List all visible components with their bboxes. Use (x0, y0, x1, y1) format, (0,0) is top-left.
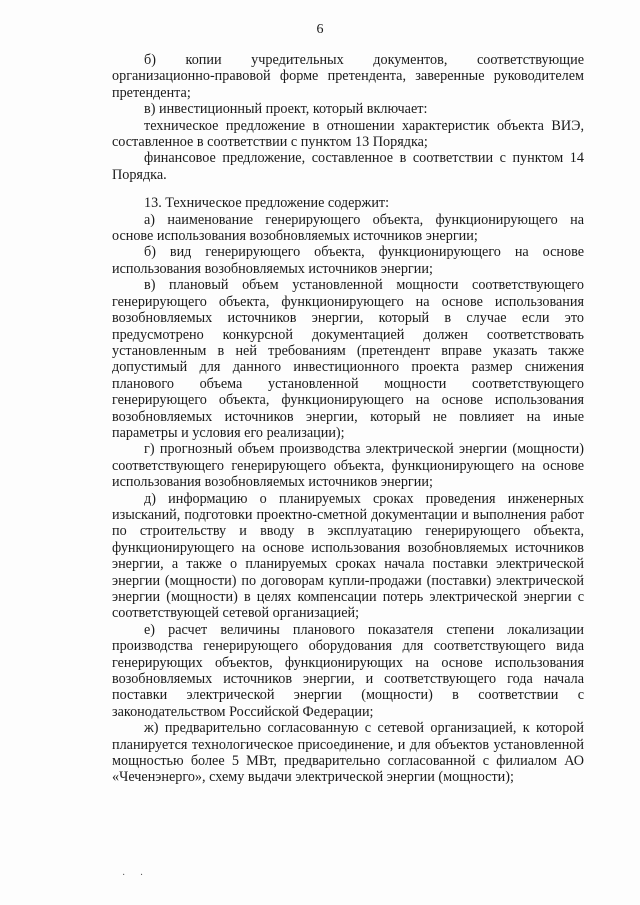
item-b-object-type: б) вид генерирующего объекта, функционирующего на основе использования возобновляемых источников энергии; (112, 244, 584, 277)
page-number: 6 (316, 22, 324, 37)
item-a-object-name: а) наименование генерирующего объекта, функционирующего на основе использования возобновляемых источников энергии; (112, 211, 584, 245)
paragraph-b-founding-docs: б) копии учредительных документов, соответствующие организационно-правовой форме претендента, заверенные руководителем претендента; (112, 52, 584, 101)
scan-specks: · · (122, 870, 150, 881)
item-g-forecast-production: г) прогнозный объем производства электрической энергии (мощности) соответствующего генерирующего объекта, функционирующего на основе использования возобновляемых источников энергии; (112, 441, 584, 491)
item-e-localization: е) расчет величины планового показателя степени локализации производства генерирующего оборудования для соответствующего вида генерирующих объектов, функционирующих на основе использования возобновляемых источников энергии, и соответствующего года начала поставки электрической энергии (мощности) в соответствии с законодательством Российской Федерации; (112, 621, 584, 720)
paragraph-financial-offer: финансовое предложение, составленное в соответствии с пунктом 14 Порядка. (112, 150, 584, 183)
item-zh-grid-scheme: ж) предварительно согласованную с сетевой организацией, к которой планируется технологическое присоединение, и для объектов установленной мощностью более 5 МВт, предварительно согласованной с филиалом АО «Чеченэнерго», схему выдачи электрической энергии (мощности); (112, 720, 584, 786)
item-d-schedule-info: д) информацию о планируемых сроках проведения инженерных изысканий, подготовки проектно-сметной документации и выполнения работ по строительству и вводу в эксплуатацию генерирующего объекта, функционирующего на основе использования возобновляемых источников энергии, а также о планируемых сроках начала поставки электрической энергии (мощности) по договорам купли-продажи (поставки) электрической энергии (мощности) в целях компенсации потерь электрической энергии с соответствующей сетевой организацией; (112, 490, 584, 622)
paragraph-v-investment-project: в) инвестиционный проект, который включает: (144, 101, 428, 118)
paragraph-technical-offer: техническое предложение в отношении характеристик объекта ВИЭ, составленное в соответствии с пунктом 13 Порядка; (112, 117, 584, 151)
item-v-planned-capacity: в) плановый объем установленной мощности соответствующего генерирующего объекта, функционирующего на основе использования возобновляемых источников энергии, который в случае если это предусмотрено конкурсной документацией должен соответствовать установленным в ней требованиям (претендент вправе указать также допустимый для данного инвестиционного проекта размер снижения планового объема установленной мощности соответствующего генерирующего объекта, функционирующего на основе использования возобновляемых источников энергии, который не повлияет на иные параметры и условия его реализации); (112, 277, 584, 441)
document-body (112, 52, 584, 786)
section-13-heading: 13. Техническое предложение содержит: (144, 195, 390, 212)
